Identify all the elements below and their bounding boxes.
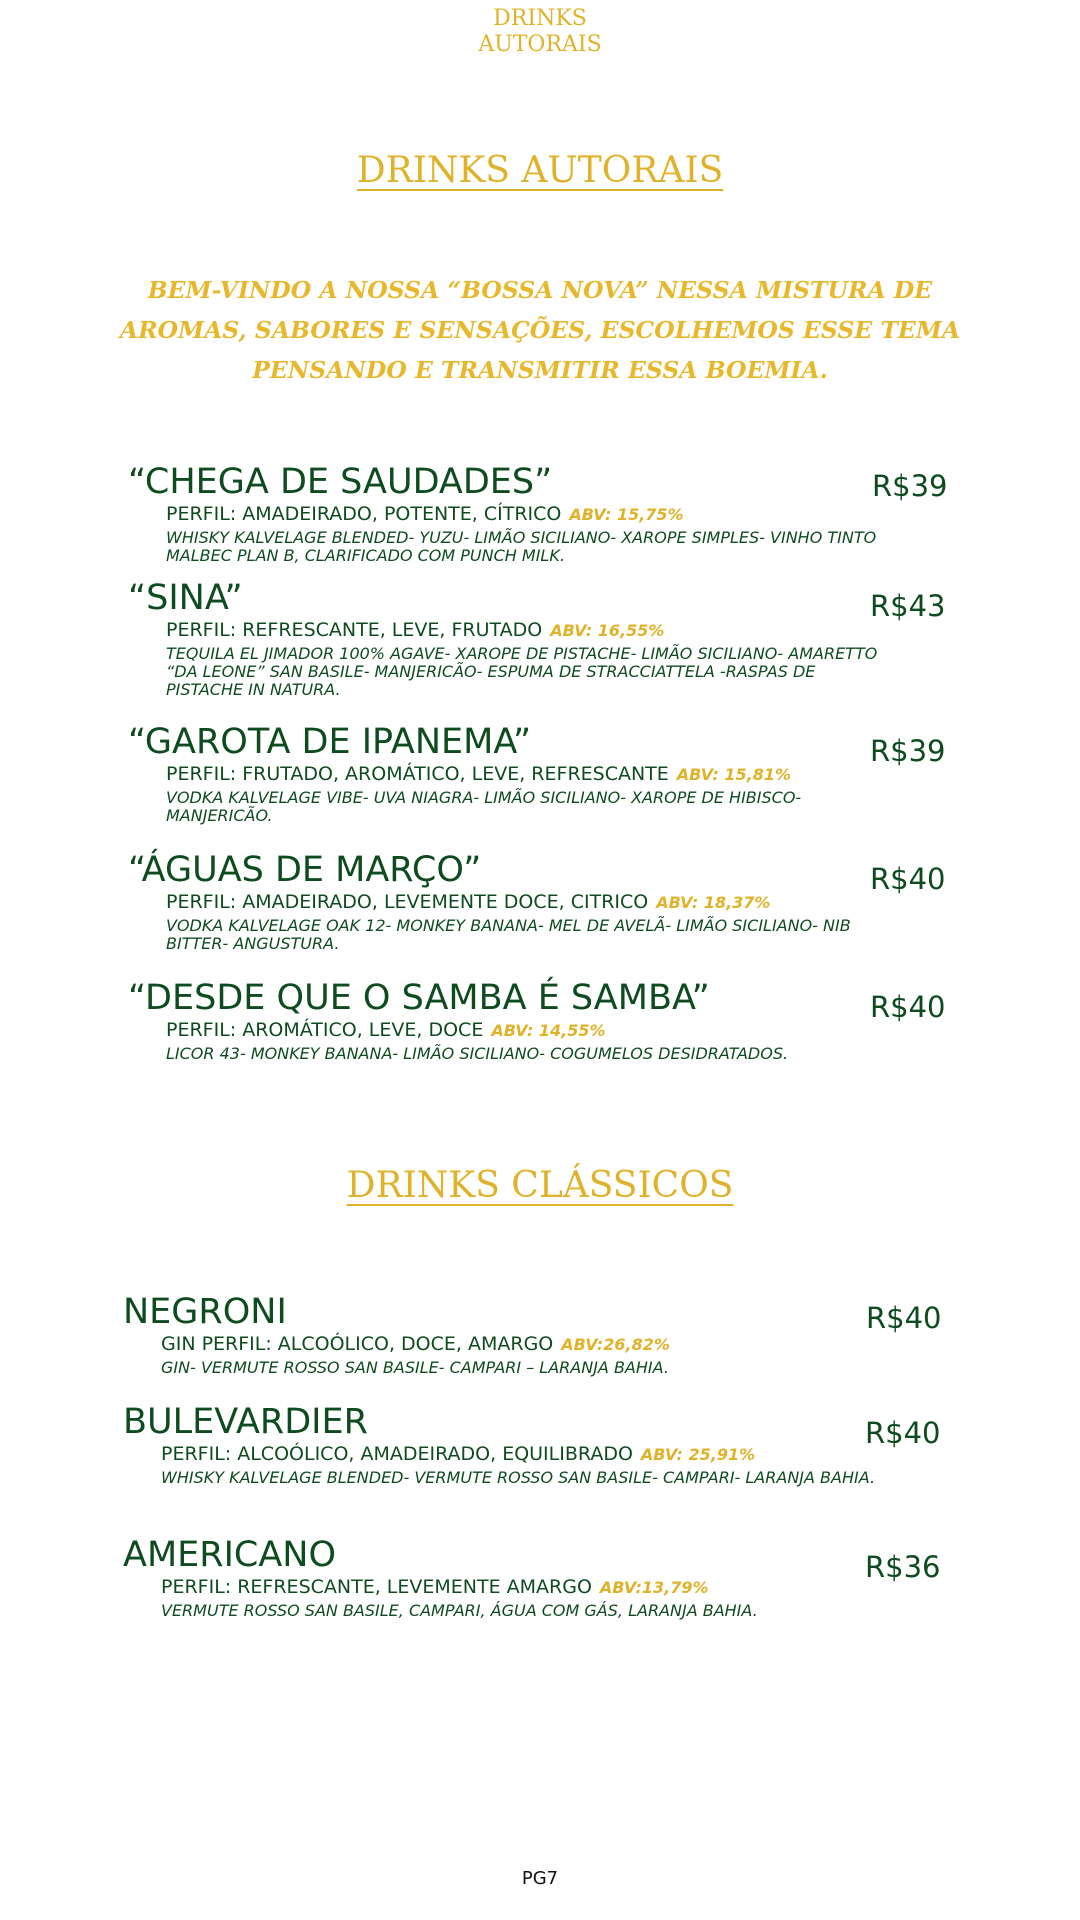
item-price: R$40 [866, 1301, 942, 1335]
item-name: BULEVARDIER [123, 1402, 368, 1442]
item-ingredients: VODKA KALVELAGE OAK 12- MONKEY BANANA- MEL DE AVELÃ- LIMÃO SICILIANO- NIB BITTER- ANGUSTURA. [166, 916, 851, 953]
item-name: “ÁGUAS DE MARÇO” [128, 850, 482, 890]
menu-item-chega-de-saudades [128, 462, 886, 565]
section-title-classicos [0, 1165, 1080, 1206]
item-profile [166, 502, 886, 527]
item-price: R$43 [870, 589, 946, 623]
item-profile-text: PERFIL: REFRESCANTE, LEVEMENTE AMARGO [161, 1576, 592, 1598]
item-abv: ABV: 15,81% [676, 765, 791, 784]
section-title-autorais-text: DRINKS AUTORAIS [356, 150, 724, 191]
header-line-1: DRINKS [493, 6, 587, 31]
item-profile-text: PERFIL: REFRESCANTE, LEVE, FRUTADO [166, 619, 543, 641]
item-profile [166, 618, 886, 643]
item-profile [166, 890, 886, 915]
item-name: “SINA” [128, 578, 243, 618]
section-title-classicos-text: DRINKS CLÁSSICOS [346, 1165, 734, 1206]
menu-item-negroni [123, 1292, 881, 1377]
item-abv: ABV: 16,55% [550, 621, 665, 640]
item-ingredients: LICOR 43- MONKEY BANANA- LIMÃO SICILIANO- COGUMELOS DESIDRATADOS. [166, 1044, 789, 1063]
intro-text: BEM-VINDO A NOSSA “BOSSA NOVA” NESSA MISTURA DE AROMAS, SABORES E SENSAÇÕES, ESCOLHEMOS ESSE TEMA PENSANDO E TRANSMITIR ESSA BOEMIA. [119, 276, 961, 384]
item-profile-text: PERFIL: AMADEIRADO, LEVEMENTE DOCE, CITRICO [166, 891, 649, 913]
header-line-2: AUTORAIS [478, 32, 602, 57]
item-name: “DESDE QUE O SAMBA É SAMBA” [128, 978, 710, 1018]
item-profile-text: PERFIL: FRUTADO, AROMÁTICO, LEVE, REFRESCANTE [166, 763, 669, 785]
item-ingredients: WHISKY KALVELAGE BLENDED- VERMUTE ROSSO SAN BASILE- CAMPARI- LARANJA BAHIA. [161, 1468, 876, 1487]
item-profile-text: PERFIL: AROMÁTICO, LEVE, DOCE [166, 1019, 484, 1041]
item-price: R$39 [872, 469, 948, 503]
item-profile-text: PERFIL: ALCOÓLICO, AMADEIRADO, EQUILIBRADO [161, 1443, 633, 1465]
menu-item-sina [128, 578, 886, 699]
menu-item-bulevardier [123, 1402, 881, 1487]
item-profile [161, 1575, 881, 1600]
menu-item-garota-de-ipanema [128, 722, 886, 825]
item-profile [161, 1442, 881, 1467]
item-name: NEGRONI [123, 1292, 287, 1332]
item-ingredients: VERMUTE ROSSO SAN BASILE, CAMPARI, ÁGUA COM GÁS, LARANJA BAHIA. [161, 1601, 758, 1620]
item-profile [166, 762, 886, 787]
item-profile-text: GIN PERFIL: ALCOÓLICO, DOCE, AMARGO [161, 1333, 554, 1355]
item-name: “GAROTA DE IPANEMA” [128, 722, 532, 762]
item-price: R$36 [865, 1550, 941, 1584]
item-ingredients: GIN- VERMUTE ROSSO SAN BASILE- CAMPARI – LARANJA BAHIA. [161, 1358, 669, 1377]
section-title-autorais [0, 150, 1080, 191]
item-profile [161, 1332, 881, 1357]
page-header [0, 6, 1080, 58]
item-abv: ABV:13,79% [599, 1578, 709, 1597]
item-abv: ABV: 18,37% [656, 893, 771, 912]
item-abv: ABV: 15,75% [569, 505, 684, 524]
item-name: AMERICANO [123, 1535, 337, 1575]
item-ingredients: VODKA KALVELAGE VIBE- UVA NIAGRA- LIMÃO SICILIANO- XAROPE DE HIBISCO- MANJERICÃO. [166, 788, 802, 825]
item-abv: ABV: 25,91% [640, 1445, 756, 1464]
menu-item-desde-que-o-samba [128, 978, 886, 1063]
page-number: PG7 [521, 1868, 559, 1889]
item-abv: ABV: 14,55% [491, 1021, 606, 1040]
item-ingredients: WHISKY KALVELAGE BLENDED- YUZU- LIMÃO SICILIANO- XAROPE SIMPLES- VINHO TINTO MALBEC PLAN B, CLARIFICADO COM PUNCH MILK. [166, 528, 877, 565]
item-price: R$39 [870, 734, 946, 768]
item-ingredients: TEQUILA EL JIMADOR 100% AGAVE- XAROPE DE PISTACHE- LIMÃO SICILIANO- AMARETTO “DA LEONE” SAN BASILE- MANJERICÃO- ESPUMA DE STRACCIATTELA -RASPAS DE PISTACHE IN NATURA. [166, 644, 878, 699]
item-profile [166, 1018, 886, 1043]
menu-item-americano [123, 1535, 881, 1620]
item-price: R$40 [870, 862, 946, 896]
item-name: “CHEGA DE SAUDADES” [128, 462, 553, 502]
menu-item-aguas-de-marco [128, 850, 886, 953]
item-price: R$40 [870, 990, 946, 1024]
item-abv: ABV:26,82% [561, 1335, 670, 1354]
item-price: R$40 [865, 1416, 941, 1450]
item-profile-text: PERFIL: AMADEIRADO, POTENTE, CÍTRICO [166, 503, 562, 525]
